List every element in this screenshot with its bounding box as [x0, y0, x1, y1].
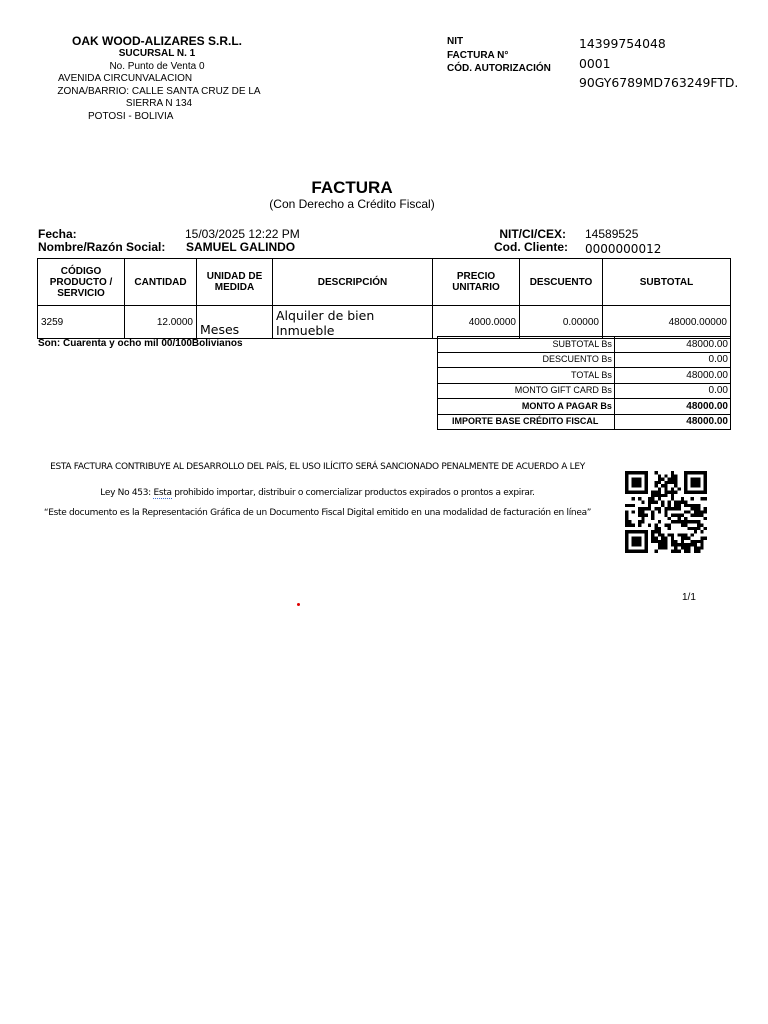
col-precio-l2: UNITARIO [452, 282, 500, 293]
cell-unidad: Meses [197, 306, 273, 339]
totals-row [438, 414, 731, 430]
importe-base-label: IMPORTE BASE CRÉDITO FISCAL [438, 414, 615, 430]
company-punto-venta: No. Punto de Venta 0 [109, 60, 205, 72]
monto-pagar-label: MONTO A PAGAR Bs [438, 399, 615, 415]
cell-subtotal: 48000.00000 [603, 306, 731, 339]
gift-card-value: 0.00 [614, 383, 730, 399]
page-number: 1/1 [682, 592, 696, 603]
id-values [579, 34, 738, 93]
nombre-value: SAMUEL GALINDO [186, 240, 296, 254]
totals-table [437, 336, 731, 430]
col-unidad-l1: UNIDAD DE [206, 271, 263, 282]
legal-notice-2 [40, 488, 595, 498]
factura-value: 0001 [579, 55, 611, 71]
gift-card-label: MONTO GIFT CARD Bs [438, 383, 615, 399]
fecha-label: Fecha: [38, 227, 77, 241]
subtotal-label: SUBTOTAL Bs [438, 337, 615, 353]
totals-row [438, 352, 731, 368]
descuento-total-value: 0.00 [614, 352, 730, 368]
company-avenida: AVENIDA CIRCUNVALACION [58, 73, 193, 85]
nit-label: NIT [447, 36, 464, 47]
col-unidad [197, 259, 273, 306]
company-name: OAK WOOD-ALIZARES S.R.L. [72, 34, 242, 48]
subtotal-value: 48000.00 [614, 337, 730, 353]
legal-notice-1: ESTA FACTURA CONTRIBUYE AL DESARROLLO DEL PAÍS, EL USO ILÍCITO SERÁ SANCIONADO PENALMENTE DE ACUERDO A LEY [50, 462, 585, 472]
col-codigo [38, 259, 125, 306]
company-zona-2: SIERRA N 134 [125, 98, 193, 110]
legal-notice-2-rest: prohibido importar, distribuir o comercializar productos expirados o prontos a expirar. [171, 488, 535, 498]
cod-autorizacion-label: CÓD. AUTORIZACIÓN [447, 63, 551, 74]
company-sucursal: SUCURSAL N. 1 [118, 48, 196, 59]
totals-row [438, 383, 731, 399]
qr-code-icon [625, 471, 707, 553]
cell-codigo: 3259 [38, 306, 125, 339]
factura-label: FACTURA N° [447, 49, 509, 61]
nitci-value: 14589525 [585, 227, 639, 241]
col-descripcion: DESCRIPCIÓN [273, 259, 433, 306]
col-cantidad: CANTIDAD [125, 259, 197, 306]
document-subtitle: (Con Derecho a Crédito Fiscal) [269, 197, 435, 211]
col-unidad-l2: MEDIDA [214, 282, 255, 293]
red-dot-mark [297, 603, 300, 606]
cod-autorizacion-value: 90GY6789MD763249FTD. [579, 75, 739, 90]
nit-value: 14399754048 [579, 36, 666, 51]
col-precio-l1: PRECIO [456, 271, 496, 282]
legal-notice-2-prefix: Ley No 453: [100, 488, 154, 498]
monto-pagar-value: 48000.00 [614, 399, 730, 415]
cod-cliente-label: Cod. Cliente: [494, 240, 568, 254]
col-precio [433, 259, 520, 306]
cell-cantidad: 12.0000 [125, 306, 197, 339]
col-descuento: DESCUENTO [520, 259, 603, 306]
amount-in-words: Son: Cuarenta y ocho mil 00/100Bolivianos [38, 338, 243, 349]
fecha-value: 15/03/2025 12:22 PM [185, 227, 300, 241]
company-zona-1: ZONA/BARRIO: CALLE SANTA CRUZ DE LA [57, 85, 261, 97]
table-row [38, 306, 731, 339]
table-header-row [38, 259, 731, 306]
col-codigo-l1: CÓDIGO [60, 265, 102, 277]
nitci-label: NIT/CI/CEX: [499, 227, 566, 241]
cell-descripcion: Alquiler de bien Inmueble [273, 306, 433, 339]
cod-cliente-value: 0000000012 [585, 242, 662, 256]
total-label: TOTAL Bs [438, 368, 615, 384]
cell-descuento: 0.00000 [520, 306, 603, 339]
id-labels [447, 35, 551, 76]
totals-row [438, 399, 731, 415]
importe-base-value: 48000.00 [614, 414, 730, 430]
totals-row [438, 368, 731, 384]
document-title: FACTURA [311, 178, 393, 197]
col-codigo-l3: SERVICIO [57, 287, 105, 299]
items-table [37, 258, 731, 339]
company-block [40, 34, 274, 124]
legal-notice-2-link: Esta [153, 488, 172, 498]
totals-row [438, 337, 731, 353]
company-ciudad: POTOSI - BOLIVIA [88, 110, 174, 122]
cell-precio: 4000.0000 [433, 306, 520, 339]
col-codigo-l2: PRODUCTO / [49, 276, 113, 288]
total-value: 48000.00 [614, 368, 730, 384]
descuento-total-label: DESCUENTO Bs [438, 352, 615, 368]
legal-notice-3: “Este documento es la Representación Gráfica de un Documento Fiscal Digital emitido en una modalidad de facturación en línea” [43, 508, 592, 518]
col-subtotal: SUBTOTAL [603, 259, 731, 306]
nombre-label: Nombre/Razón Social: [38, 240, 166, 254]
